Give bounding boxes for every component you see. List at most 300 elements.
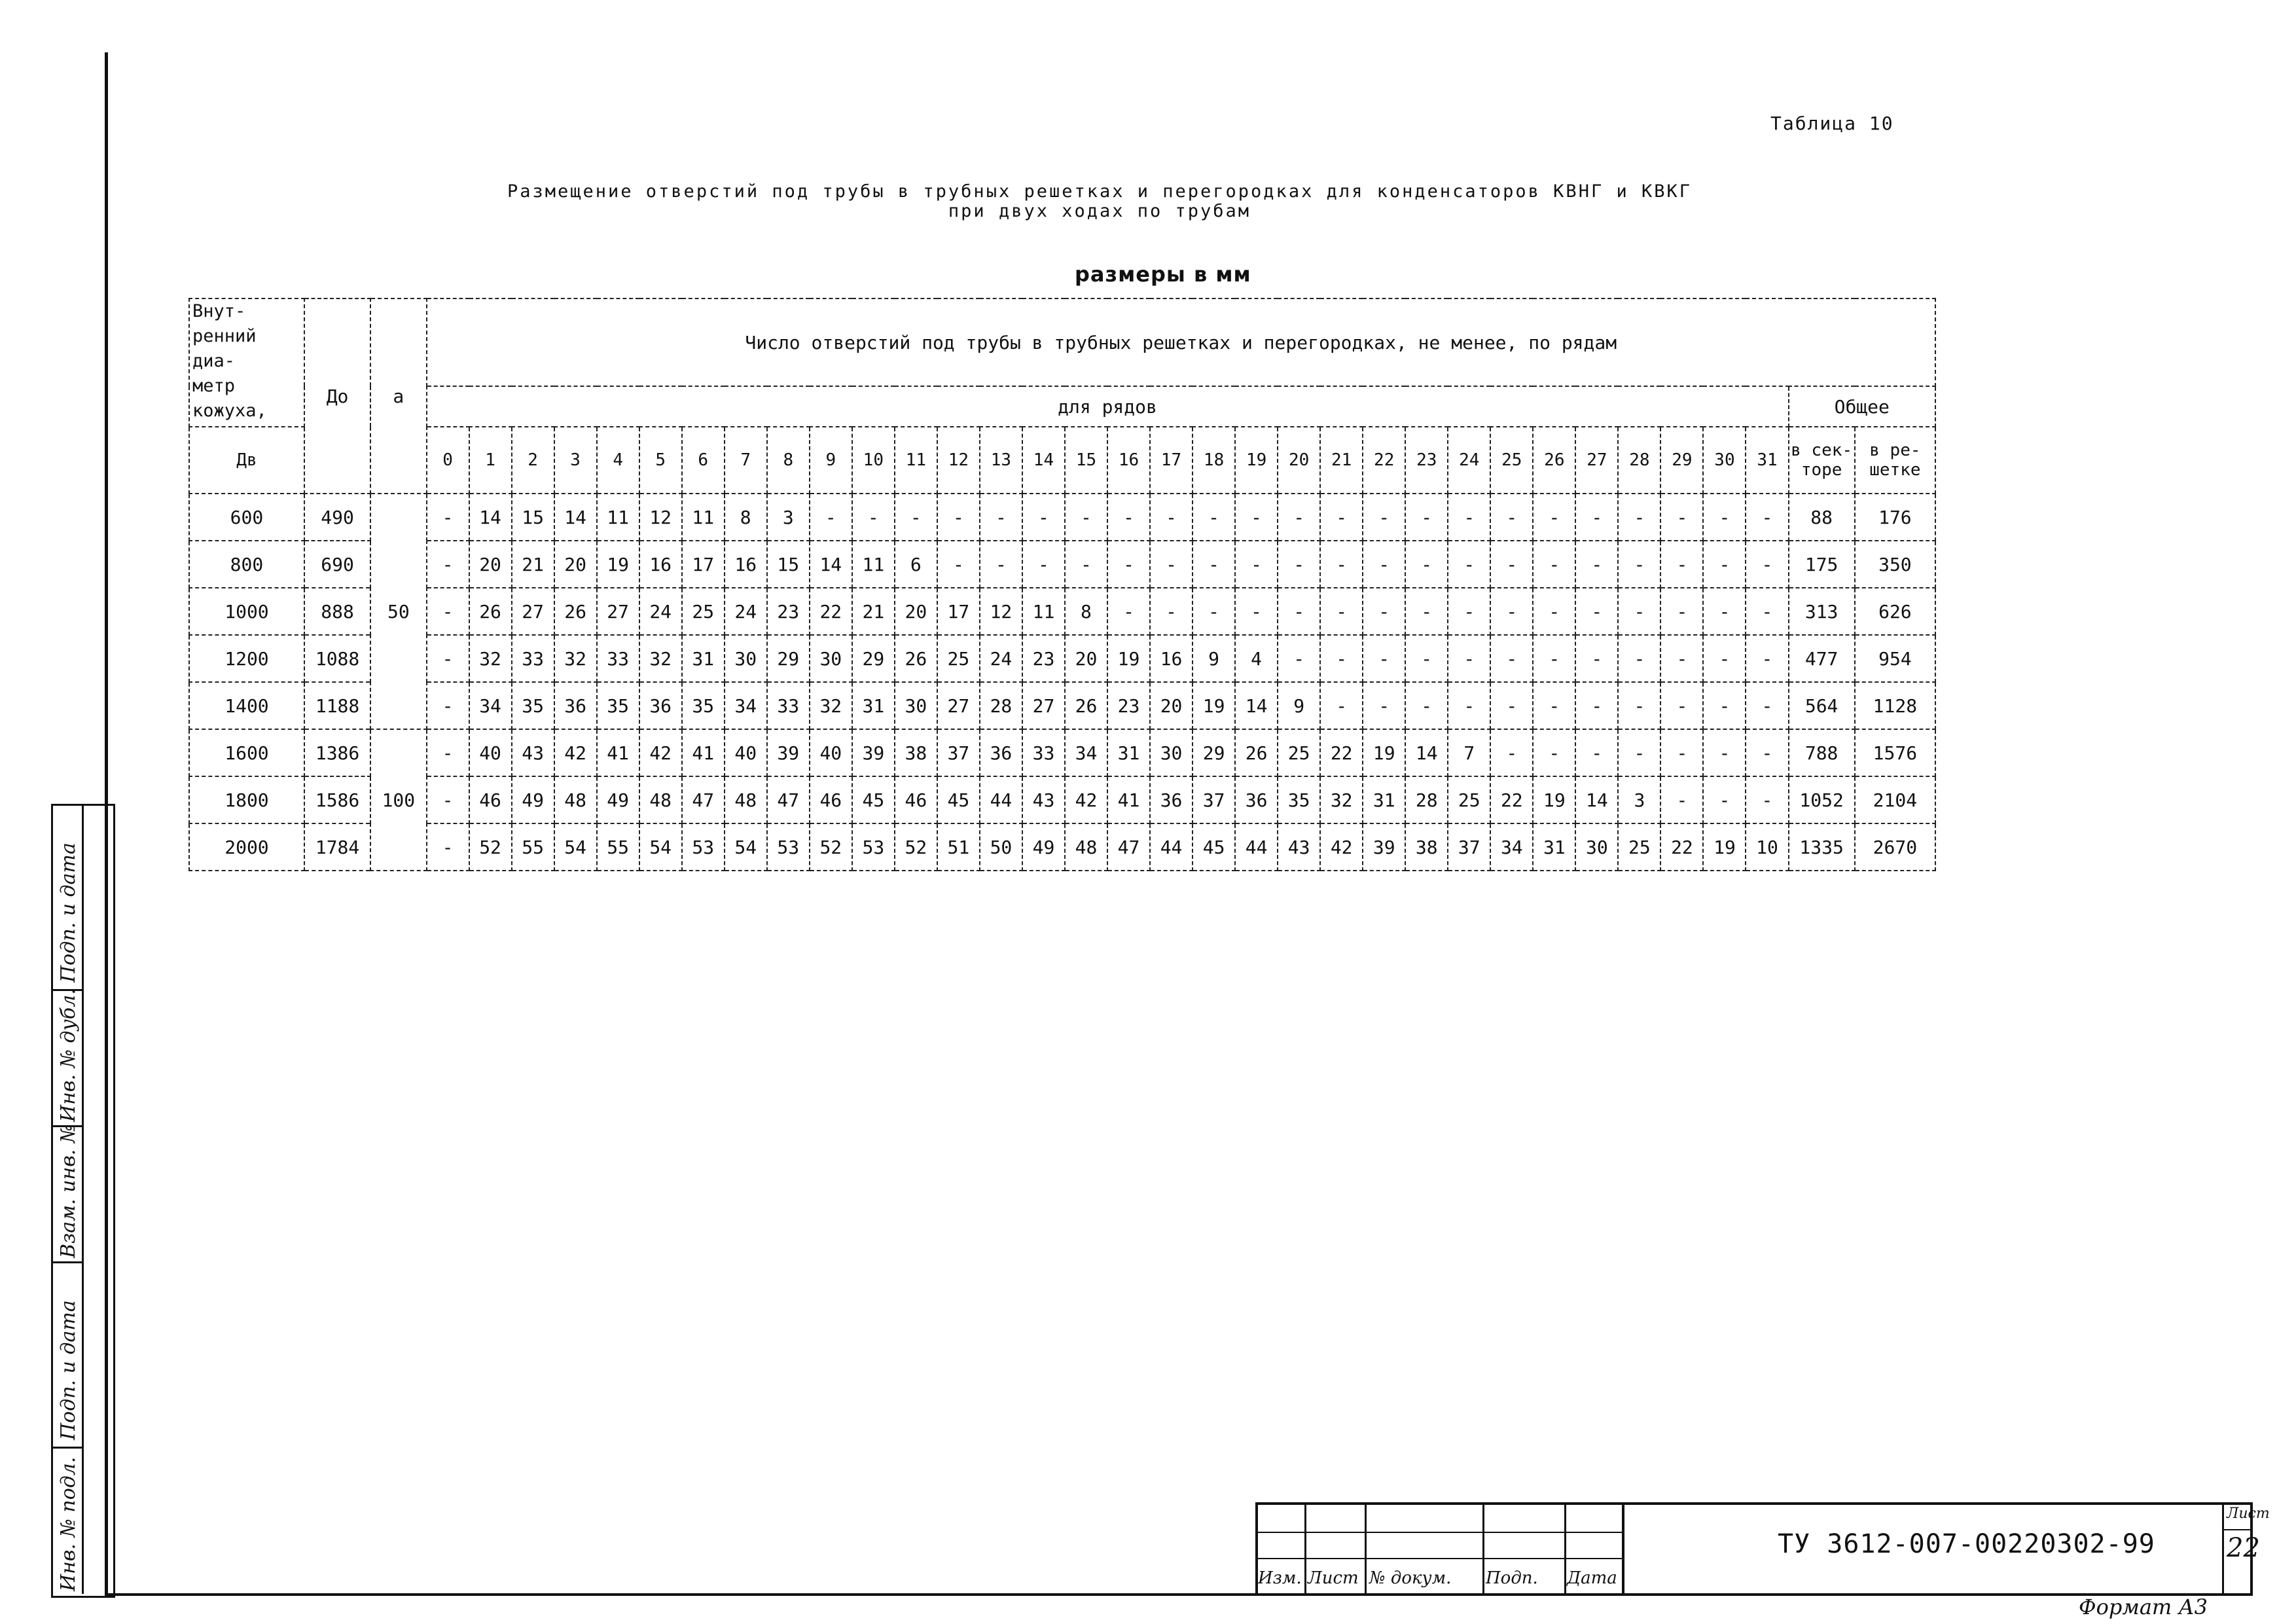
cell-count: 44 — [1235, 823, 1278, 871]
sheet-number: 22 — [2227, 1533, 2260, 1563]
cell-count: 33 — [1022, 729, 1065, 776]
title-line-1: Размещение отверстий под трубы в трубных решетках и перегородках для конденсаторов КВНГ и КВКГ — [507, 181, 1692, 202]
header-row-number: 17 — [1150, 427, 1193, 494]
cell-count: 31 — [852, 682, 895, 729]
cell-count: - — [1320, 682, 1363, 729]
frame-bottom-border — [105, 1593, 2253, 1596]
cell-count: - — [1490, 588, 1533, 635]
cell-count: 36 — [980, 729, 1022, 776]
header-row-number: 23 — [1405, 427, 1448, 494]
cell-count: 40 — [810, 729, 852, 776]
cell-count: 19 — [1533, 776, 1575, 823]
cell-count: - — [1703, 635, 1746, 682]
cell-count: 14 — [1235, 682, 1278, 729]
cell-count: - — [1448, 541, 1490, 588]
cell-count: 26 — [1065, 682, 1107, 729]
cell-count: 46 — [469, 776, 512, 823]
cell-count: 24 — [725, 588, 767, 635]
cell-count: 34 — [1490, 823, 1533, 871]
stamp-cell-vzam-inv — [53, 1124, 84, 1263]
cell-count: - — [1533, 541, 1575, 588]
cell-count: - — [895, 494, 937, 541]
header-a: а — [370, 298, 426, 494]
cell-count: - — [1575, 635, 1618, 682]
cell-count: 35 — [682, 682, 725, 729]
format-label: Формат А3 — [2079, 1595, 2208, 1619]
cell-count: 49 — [512, 776, 554, 823]
cell-count: 17 — [937, 588, 980, 635]
cell-count: 27 — [512, 588, 554, 635]
table-row — [189, 776, 1935, 823]
cell-count: 14 — [1575, 776, 1618, 823]
cell-count: - — [1320, 588, 1363, 635]
cell-count: 48 — [554, 776, 597, 823]
cell-count: 46 — [895, 776, 937, 823]
cell-count: 42 — [639, 729, 682, 776]
header-row-number: 26 — [1533, 427, 1575, 494]
cell-count: - — [1405, 494, 1448, 541]
cell-count: 31 — [682, 635, 725, 682]
cell-a: 100 — [370, 729, 426, 871]
cell-count: 8 — [1065, 588, 1107, 635]
header-row-number: 7 — [725, 427, 767, 494]
sheet-label: Лист — [2227, 1506, 2270, 1522]
cell-count: - — [1363, 588, 1405, 635]
cell-count: 25 — [1448, 776, 1490, 823]
cell-count: - — [1533, 494, 1575, 541]
cell-count: 14 — [810, 541, 852, 588]
header-in-sector: в сек- торе — [1789, 427, 1855, 494]
title-block-col-line — [1482, 1502, 1484, 1596]
cell-count: - — [1278, 635, 1320, 682]
header-stub: Внут- ренний диа- метр кожуха, — [189, 298, 304, 427]
cell-count: 12 — [980, 588, 1022, 635]
cell-count: - — [1660, 729, 1703, 776]
cell-count: - — [1703, 494, 1746, 541]
cell-count: 55 — [512, 823, 554, 871]
cell-count: - — [1065, 541, 1107, 588]
cell-count: - — [1703, 588, 1746, 635]
stamp-vzam-inv-label: Взам. инв. № — [57, 1124, 80, 1258]
col-izm-label: Изм. — [1258, 1568, 1302, 1588]
header-row-number: 19 — [1235, 427, 1278, 494]
cell-count: - — [1575, 682, 1618, 729]
cell-count: - — [427, 682, 469, 729]
cell-count: 22 — [1320, 729, 1363, 776]
cell-grid: 626 — [1855, 588, 1935, 635]
cell-sector: 313 — [1789, 588, 1855, 635]
cell-count: 26 — [895, 635, 937, 682]
cell-count: - — [1618, 682, 1660, 729]
cell-count: - — [1618, 635, 1660, 682]
cell-count: 26 — [1235, 729, 1278, 776]
header-in-grid: в ре- шетке — [1855, 427, 1935, 494]
cell-count: - — [1107, 588, 1150, 635]
cell-count: 6 — [895, 541, 937, 588]
cell-a: 50 — [370, 494, 426, 729]
cell-count: - — [980, 494, 1022, 541]
cell-count: 48 — [725, 776, 767, 823]
cell-count: - — [1490, 635, 1533, 682]
header-do: До — [304, 298, 370, 494]
header-row-number: 22 — [1363, 427, 1405, 494]
cell-count: - — [980, 541, 1022, 588]
cell-count: 17 — [682, 541, 725, 588]
cell-count: - — [1405, 588, 1448, 635]
cell-count: 20 — [1150, 682, 1193, 729]
cell-count: 16 — [1150, 635, 1193, 682]
header-row-number: 15 — [1065, 427, 1107, 494]
cell-grid: 2104 — [1855, 776, 1935, 823]
cell-count: - — [427, 541, 469, 588]
cell-count: - — [1065, 494, 1107, 541]
title-block-col-line — [1365, 1502, 1367, 1596]
stamp-inv-orig-label: Инв. № подл. — [57, 1456, 80, 1591]
cell-count: 23 — [1022, 635, 1065, 682]
cell-count: - — [427, 823, 469, 871]
cell-grid: 1576 — [1855, 729, 1935, 776]
stamp-inv-dubl-label: Инв. № дубл. — [57, 988, 80, 1122]
header-row-number: 16 — [1107, 427, 1150, 494]
cell-sector: 1052 — [1789, 776, 1855, 823]
cell-dv: 1000 — [189, 588, 304, 635]
cell-count: 8 — [725, 494, 767, 541]
header-row-number: 8 — [767, 427, 810, 494]
cell-count: - — [1533, 588, 1575, 635]
cell-count: 20 — [469, 541, 512, 588]
cell-count: - — [937, 494, 980, 541]
stamp-sign-date-1-label: Подп. и дата — [57, 1300, 80, 1440]
cell-count: - — [1235, 494, 1278, 541]
cell-sector: 88 — [1789, 494, 1855, 541]
cell-count: 53 — [767, 823, 810, 871]
cell-count: - — [1022, 494, 1065, 541]
cell-count: 35 — [597, 682, 639, 729]
cell-count: - — [1405, 635, 1448, 682]
cell-count: - — [1150, 494, 1193, 541]
cell-count: 35 — [1278, 776, 1320, 823]
cell-count: - — [1533, 682, 1575, 729]
cell-count: 7 — [1448, 729, 1490, 776]
cell-count: 32 — [810, 682, 852, 729]
header-group-title: Число отверстий под трубы в трубных решетках и перегородках, не менее, по рядам — [427, 298, 1936, 386]
cell-count: - — [1363, 541, 1405, 588]
cell-count: 3 — [767, 494, 810, 541]
table-row — [189, 682, 1935, 729]
cell-count: - — [1490, 541, 1533, 588]
table-row — [189, 635, 1935, 682]
cell-count: - — [1703, 776, 1746, 823]
cell-count: - — [1660, 541, 1703, 588]
cell-count: 9 — [1278, 682, 1320, 729]
table-row — [189, 588, 1935, 635]
cell-dv: 600 — [189, 494, 304, 541]
cell-count: 23 — [767, 588, 810, 635]
cell-count: 39 — [767, 729, 810, 776]
cell-count: 20 — [554, 541, 597, 588]
cell-count: 22 — [1490, 776, 1533, 823]
cell-count: - — [1660, 494, 1703, 541]
header-row-number: 20 — [1278, 427, 1320, 494]
cell-count: 19 — [1363, 729, 1405, 776]
cell-count: 29 — [1193, 729, 1235, 776]
cell-count: 34 — [469, 682, 512, 729]
cell-count: - — [1618, 541, 1660, 588]
cell-do: 888 — [304, 588, 370, 635]
cell-count: 21 — [852, 588, 895, 635]
cell-count: 32 — [639, 635, 682, 682]
cell-count: - — [1575, 541, 1618, 588]
cell-count: 40 — [469, 729, 512, 776]
cell-count: - — [1320, 635, 1363, 682]
approval-stamp — [51, 804, 115, 1598]
cell-count: 4 — [1235, 635, 1278, 682]
header-row-number: 25 — [1490, 427, 1533, 494]
cell-count: - — [1618, 494, 1660, 541]
cell-count: - — [1320, 541, 1363, 588]
stamp-cell-sign-date-2 — [53, 806, 84, 991]
cell-count: 39 — [852, 729, 895, 776]
cell-count: - — [1746, 494, 1788, 541]
title-block-top-line — [1255, 1502, 2253, 1505]
cell-count: - — [1235, 588, 1278, 635]
cell-count: 33 — [512, 635, 554, 682]
cell-count: - — [937, 541, 980, 588]
cell-count: 33 — [767, 682, 810, 729]
cell-count: 32 — [1320, 776, 1363, 823]
cell-count: 41 — [682, 729, 725, 776]
cell-count: 15 — [767, 541, 810, 588]
title-block-sheet-line — [2222, 1502, 2224, 1596]
cell-count: 11 — [1022, 588, 1065, 635]
cell-dv: 2000 — [189, 823, 304, 871]
cell-grid: 2670 — [1855, 823, 1935, 871]
cell-count: 21 — [512, 541, 554, 588]
cell-count: 38 — [1405, 823, 1448, 871]
cell-count: 19 — [1193, 682, 1235, 729]
cell-count: 28 — [1405, 776, 1448, 823]
table-label: Таблица 10 — [1770, 113, 1894, 134]
cell-count: 28 — [980, 682, 1022, 729]
cell-count: - — [1278, 541, 1320, 588]
cell-dv: 1800 — [189, 776, 304, 823]
cell-count: 26 — [469, 588, 512, 635]
cell-sector: 175 — [1789, 541, 1855, 588]
header-dv: Дв — [189, 427, 304, 494]
cell-count: - — [427, 494, 469, 541]
cell-sector: 564 — [1789, 682, 1855, 729]
cell-count: 45 — [937, 776, 980, 823]
cell-count: 22 — [810, 588, 852, 635]
cell-count: - — [427, 729, 469, 776]
cell-count: 34 — [725, 682, 767, 729]
cell-count: - — [1448, 588, 1490, 635]
cell-count: 37 — [1193, 776, 1235, 823]
cell-count: 31 — [1107, 729, 1150, 776]
cell-count: 11 — [852, 541, 895, 588]
cell-count: - — [1746, 635, 1788, 682]
cell-count: - — [1575, 588, 1618, 635]
cell-count: - — [427, 776, 469, 823]
cell-count: - — [1193, 541, 1235, 588]
cell-count: - — [1107, 494, 1150, 541]
col-date-label: Дата — [1567, 1568, 1617, 1588]
cell-count: 23 — [1107, 682, 1150, 729]
cell-count: - — [1703, 541, 1746, 588]
cell-count: 30 — [725, 635, 767, 682]
table-row — [189, 823, 1935, 871]
cell-sector: 477 — [1789, 635, 1855, 682]
cell-count: 43 — [1278, 823, 1320, 871]
header-row-number: 24 — [1448, 427, 1490, 494]
cell-count: 22 — [1660, 823, 1703, 871]
cell-count: 15 — [512, 494, 554, 541]
header-row-number: 14 — [1022, 427, 1065, 494]
cell-count: 31 — [1533, 823, 1575, 871]
cell-count: - — [1575, 494, 1618, 541]
cell-count: 44 — [980, 776, 1022, 823]
cell-grid: 954 — [1855, 635, 1935, 682]
cell-count: 11 — [682, 494, 725, 541]
cell-count: - — [1363, 635, 1405, 682]
header-row-number: 6 — [682, 427, 725, 494]
cell-count: - — [1448, 494, 1490, 541]
cell-count: 46 — [810, 776, 852, 823]
cell-dv: 1200 — [189, 635, 304, 682]
cell-count: - — [1746, 682, 1788, 729]
col-doc-label: № докум. — [1369, 1568, 1452, 1588]
cell-count: 25 — [937, 635, 980, 682]
col-sign-label: Подп. — [1486, 1568, 1538, 1588]
stamp-sign-date-2-label: Подп. и дата — [57, 842, 80, 983]
cell-count: - — [427, 635, 469, 682]
cell-count: - — [1320, 494, 1363, 541]
cell-count: - — [1235, 541, 1278, 588]
table-row — [189, 541, 1935, 588]
cell-count: 27 — [597, 588, 639, 635]
table-row — [189, 494, 1935, 541]
cell-count: 45 — [1193, 823, 1235, 871]
cell-do: 1784 — [304, 823, 370, 871]
cell-count: 31 — [1363, 776, 1405, 823]
header-row-number: 31 — [1746, 427, 1788, 494]
header-row-number: 4 — [597, 427, 639, 494]
cell-count: 25 — [682, 588, 725, 635]
cell-count: 30 — [1150, 729, 1193, 776]
cell-count: - — [1746, 588, 1788, 635]
header-row-number: 2 — [512, 427, 554, 494]
cell-count: 43 — [512, 729, 554, 776]
cell-count: 43 — [1022, 776, 1065, 823]
cell-count: 24 — [639, 588, 682, 635]
cell-count: - — [1363, 682, 1405, 729]
cell-count: - — [1150, 541, 1193, 588]
cell-count: 19 — [1107, 635, 1150, 682]
cell-sector: 788 — [1789, 729, 1855, 776]
cell-count: - — [1490, 682, 1533, 729]
header-rows-title: для рядов — [427, 386, 1789, 427]
cell-count: 45 — [852, 776, 895, 823]
cell-count: 47 — [1107, 823, 1150, 871]
cell-count: 16 — [725, 541, 767, 588]
cell-count: 52 — [810, 823, 852, 871]
units-note: размеры в мм — [1075, 262, 1251, 287]
cell-count: 14 — [1405, 729, 1448, 776]
cell-count: 52 — [469, 823, 512, 871]
cell-count: - — [1703, 729, 1746, 776]
header-total-title: Общее — [1789, 386, 1936, 427]
cell-count: - — [1278, 588, 1320, 635]
header-row-number: 10 — [852, 427, 895, 494]
cell-count: 36 — [554, 682, 597, 729]
title-block-col-line — [1564, 1502, 1566, 1596]
cell-count: 34 — [1065, 729, 1107, 776]
cell-count: - — [1107, 541, 1150, 588]
cell-count: 42 — [1065, 776, 1107, 823]
header-row-number: 21 — [1320, 427, 1363, 494]
stamp-cell-inv-dubl — [53, 988, 84, 1127]
cell-count: 54 — [639, 823, 682, 871]
cell-count: - — [1533, 635, 1575, 682]
cell-count: - — [1278, 494, 1320, 541]
cell-count: - — [1746, 541, 1788, 588]
cell-count: 44 — [1150, 823, 1193, 871]
header-row-number: 9 — [810, 427, 852, 494]
cell-count: - — [1618, 729, 1660, 776]
cell-count: 27 — [937, 682, 980, 729]
cell-count: 29 — [852, 635, 895, 682]
header-row-number: 1 — [469, 427, 512, 494]
cell-count: - — [810, 494, 852, 541]
cell-count: 19 — [1703, 823, 1746, 871]
cell-grid: 176 — [1855, 494, 1935, 541]
cell-count: 48 — [639, 776, 682, 823]
cell-count: 35 — [512, 682, 554, 729]
cell-count: - — [1618, 588, 1660, 635]
cell-count: - — [1703, 682, 1746, 729]
cell-count: 25 — [1618, 823, 1660, 871]
cell-count: 47 — [767, 776, 810, 823]
cell-count: 32 — [469, 635, 512, 682]
cell-count: 10 — [1746, 823, 1788, 871]
cell-count: - — [1533, 729, 1575, 776]
cell-count: 55 — [597, 823, 639, 871]
cell-sector: 1335 — [1789, 823, 1855, 871]
title-block-row-line — [1255, 1558, 1622, 1559]
cell-count: - — [852, 494, 895, 541]
cell-count: - — [1575, 729, 1618, 776]
title-line-2: при двух ходах по трубам — [948, 201, 1251, 221]
cell-count: 37 — [1448, 823, 1490, 871]
cell-count: 50 — [980, 823, 1022, 871]
cell-do: 490 — [304, 494, 370, 541]
cell-count: 25 — [1278, 729, 1320, 776]
header-row-number: 29 — [1660, 427, 1703, 494]
cell-do: 1386 — [304, 729, 370, 776]
title-block-row-line — [1255, 1532, 1622, 1533]
header-row-number: 3 — [554, 427, 597, 494]
cell-count: 30 — [810, 635, 852, 682]
cell-count: - — [1660, 776, 1703, 823]
header-row-number: 0 — [427, 427, 469, 494]
cell-count: 24 — [980, 635, 1022, 682]
cell-do: 690 — [304, 541, 370, 588]
cell-count: 30 — [895, 682, 937, 729]
stamp-cell-sign-date-1 — [53, 1263, 84, 1449]
cell-count: 36 — [639, 682, 682, 729]
cell-count: 47 — [682, 776, 725, 823]
cell-count: - — [1490, 494, 1533, 541]
